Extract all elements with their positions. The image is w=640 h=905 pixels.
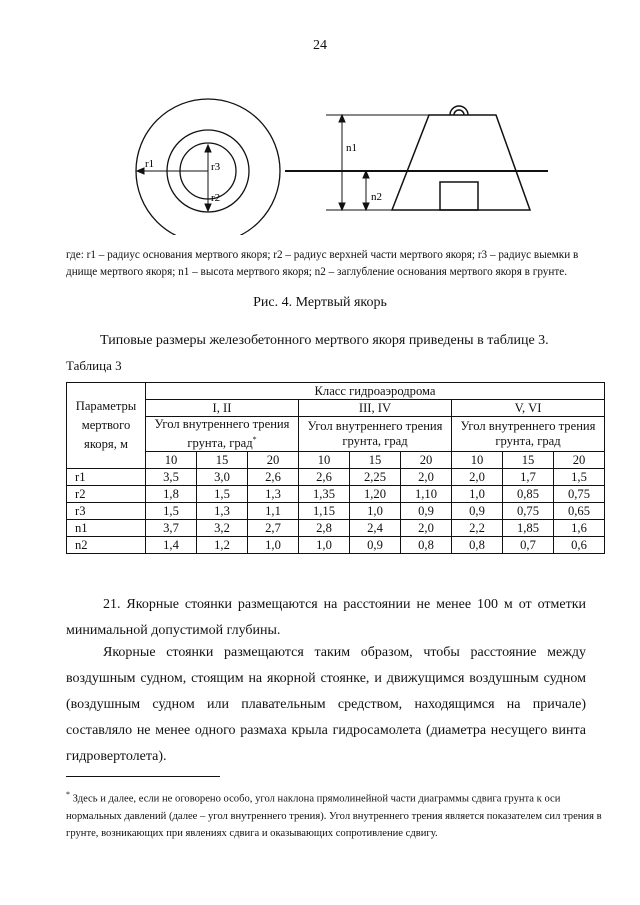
table-cell: 1,0 (350, 503, 401, 520)
table-cell: 0,9 (401, 503, 452, 520)
row-param: n2 (67, 537, 146, 554)
figure-caption: Рис. 4. Мертвый якорь (253, 295, 387, 310)
table-cell: 0,65 (554, 503, 605, 520)
table-cell: 1,20 (350, 486, 401, 503)
label-r1: r1 (145, 158, 155, 170)
param-header: Параметры мертвого якоря, м (67, 383, 146, 469)
table-cell: 1,0 (248, 537, 299, 554)
table-cell: 0,7 (503, 537, 554, 554)
angle-value: 20 (248, 452, 299, 469)
table-cell: 2,6 (299, 469, 350, 486)
angle-header-2: Угол внутреннего трения грунта, град (299, 417, 452, 452)
class-group-2: III, IV (299, 400, 452, 417)
table-cell: 2,4 (350, 520, 401, 537)
table-cell: 1,10 (401, 486, 452, 503)
table-cell: 1,7 (503, 469, 554, 486)
angle-value: 20 (401, 452, 452, 469)
table-label: Таблица 3 (66, 358, 122, 373)
anchor-recess (440, 182, 478, 210)
table-cell: 1,5 (146, 503, 197, 520)
class-header: Класс гидроаэродрома (146, 383, 605, 400)
label-n2: n2 (371, 191, 382, 203)
angle-header-3: Угол внутреннего трения грунта, град (452, 417, 605, 452)
table-cell: 0,8 (452, 537, 503, 554)
table-cell: 1,3 (197, 503, 248, 520)
table-cell: 1,15 (299, 503, 350, 520)
table-intro: Типовые размеры железобетонного мертвого якоря приведены в таблице 3. (100, 333, 549, 348)
table-cell: 0,9 (350, 537, 401, 554)
figure-legend: где: r1 – радиус основания мертвого якоря; r2 – радиус верхней части мертвого якоря; r3 – радиус выемки в днище мертвого якоря; n1 – высота мертвого якоря; n2 – заглубление основания мертвого якоря в грунте. (66, 249, 579, 278)
table-cell: 3,5 (146, 469, 197, 486)
table-cell: 2,0 (401, 469, 452, 486)
angle-value: 15 (503, 452, 554, 469)
row-param: r1 (67, 469, 146, 486)
table-cell: 2,0 (401, 520, 452, 537)
angle-value: 10 (452, 452, 503, 469)
footnote-text: Здесь и далее, если не оговорено особо, угол наклона прямолинейной части диаграммы сдвига грунта к оси нормальных давлений (далее – угол внутреннего трения). Угол внутреннего трения является показателем сил трения в грунте, возникающих при явлениях сдвига и оказывающих сопротивление сдвигу. (66, 793, 602, 839)
footnote-divider (66, 776, 220, 777)
table-cell: 0,75 (554, 486, 605, 503)
footnote-mark: * (66, 790, 70, 799)
anchor-trapezoid (392, 115, 530, 210)
page-number: 24 (313, 38, 327, 53)
table-cell: 1,5 (554, 469, 605, 486)
label-n1: n1 (346, 142, 357, 154)
table-cell: 3,2 (197, 520, 248, 537)
table-row (67, 537, 605, 554)
table-cell: 2,25 (350, 469, 401, 486)
angle-value: 10 (146, 452, 197, 469)
footnote (66, 786, 606, 842)
angle-value: 20 (554, 452, 605, 469)
row-param: r2 (67, 486, 146, 503)
table-cell: 1,0 (452, 486, 503, 503)
table-cell: 2,8 (299, 520, 350, 537)
table-row (67, 469, 605, 486)
table-cell: 1,35 (299, 486, 350, 503)
angle-value: 15 (197, 452, 248, 469)
anchor-side-view (392, 106, 530, 210)
table-cell: 0,85 (503, 486, 554, 503)
angle-value: 10 (299, 452, 350, 469)
table-cell: 1,3 (248, 486, 299, 503)
row-param: r3 (67, 503, 146, 520)
table-cell: 3,0 (197, 469, 248, 486)
table-cell: 1,2 (197, 537, 248, 554)
label-r3: r3 (211, 161, 221, 173)
anchor-dimensions-table (66, 382, 605, 554)
angle-header-1: Угол внутреннего трения грунта, град* (146, 417, 299, 452)
table-cell: 2,0 (452, 469, 503, 486)
table-row (67, 503, 605, 520)
table-cell: 1,85 (503, 520, 554, 537)
footnote-mark: * (252, 435, 257, 444)
table-cell: 1,0 (299, 537, 350, 554)
table-cell: 2,6 (248, 469, 299, 486)
table-cell: 2,2 (452, 520, 503, 537)
paragraph-anchorage-spacing: Якорные стоянки размещаются таким образом, чтобы расстояние между воздушным судном, стоящим на якорной стоянке, и движущимся воздушным судном (воздушным судном или плавательным средством, находящимся на причале) составляло не менее одного размаха крыла гидросамолета (диаметра несущего винта гидровертолета). (66, 645, 586, 764)
table-row (67, 486, 605, 503)
table-cell: 0,6 (554, 537, 605, 554)
table-cell: 0,8 (401, 537, 452, 554)
class-group-3: V, VI (452, 400, 605, 417)
table-cell: 1,6 (554, 520, 605, 537)
paragraph-21: 21. Якорные стоянки размещаются на расстоянии не менее 100 м от отметки минимальной допустимой глубины. (66, 597, 586, 638)
table-cell: 1,1 (248, 503, 299, 520)
table-row (67, 520, 605, 537)
anchor-figure (90, 95, 550, 235)
label-r2: r2 (211, 192, 221, 204)
row-param: n1 (67, 520, 146, 537)
table-cell: 3,7 (146, 520, 197, 537)
plan-dimension-arrows (137, 145, 211, 211)
table-cell: 1,5 (197, 486, 248, 503)
class-group-1: I, II (146, 400, 299, 417)
angle-value: 15 (350, 452, 401, 469)
table-cell: 0,75 (503, 503, 554, 520)
table-cell: 2,7 (248, 520, 299, 537)
table-cell: 1,4 (146, 537, 197, 554)
table-cell: 0,9 (452, 503, 503, 520)
table-cell: 1,8 (146, 486, 197, 503)
